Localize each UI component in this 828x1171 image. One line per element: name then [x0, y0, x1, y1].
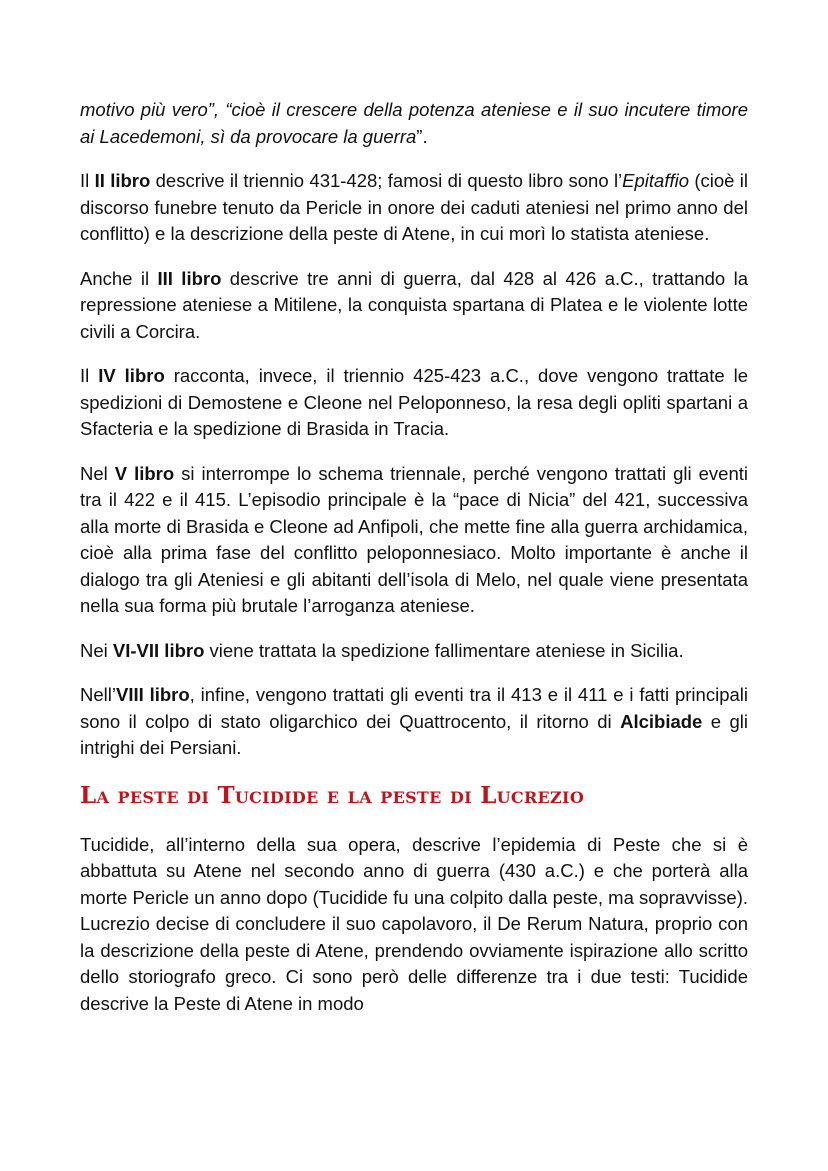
text-run: descrive il triennio 431-428; famosi di questo libro sono l’: [150, 170, 623, 191]
epitaffio-term: Epitaffio: [622, 170, 690, 191]
book-label-8: VIII libro: [115, 684, 190, 705]
paragraph-book-5: [80, 461, 748, 620]
quote-closing: ”.: [416, 125, 428, 147]
paragraph-book-6-7: [80, 638, 748, 665]
text-run: e gli intrighi dei Persiani.: [80, 710, 749, 758]
paragraph-book-3: [80, 266, 748, 346]
text-run: Nell’: [80, 684, 116, 705]
paragraph-book-8: [80, 682, 748, 762]
text-run: si interrompe lo schema triennale, perché vengono trattati gli eventi tra il 422 e il 415. L’episodio principale è la “pace di Nicia” del 421, successiva alla morte di Brasida e Cleone ad Anfipoli, che mette fine alla guerra archidamica, cioè alla prima fase del conflitto peloponnesiaco. Molto importante è anche il dialogo tra gli Ateniesi e gli abitanti dell’isola di Melo, nel quale viene presentata nella sua forma più brutale l’arroganza ateniese.: [80, 462, 749, 616]
text-run: racconta, invece, il triennio 425-423 a.C., dove vengono trattate le spedizioni di Demostene e Cleone nel Peloponneso, la resa degli opliti spartani a Sfacteria e la spedizione di Brasida in Tracia.: [80, 365, 749, 439]
text-run: Tucidide, all’interno della sua opera, descrive l’epidemia di Peste che si è abbattuta su Atene nel secondo anno di guerra (430 a.C.) e che porterà alla morte Pericle un anno dopo (Tucidide fu una colpito dalla peste, ma sopravvisse). Lucrezio decise di concludere il suo capolavoro, il De Rerum Natura, proprio con la descrizione della peste di Atene, prendendo ovviamente ispirazione allo scritto dello storiografo greco. Ci sono però delle differenze tra i due testi: Tucidide descrive la Peste di Atene in modo: [80, 833, 748, 1014]
text-run: (cioè il discorso funebre tenuto da Pericle in onore dei caduti ateniesi nel primo anno del conflitto) e la descrizione della peste di Atene, in cui morì lo statista ateniese.: [80, 170, 749, 244]
paragraph-book-4: [80, 363, 748, 443]
text-run: Anche il: [80, 267, 158, 289]
text-run: viene trattata la spedizione fallimentare ateniese in Sicilia.: [204, 639, 684, 661]
book-label-4: IV libro: [98, 365, 165, 386]
text-run: Il: [80, 170, 95, 191]
paragraph-plague: [80, 832, 748, 1018]
alcibiade-name: Alcibiade: [620, 710, 703, 732]
text-run: , infine, vengono trattati gli eventi tra il 413 e il 411 e i fatti principali sono il colpo di stato oligarchico dei Quattrocento, il ritorno di: [80, 684, 748, 732]
book-label-2: II libro: [94, 170, 151, 191]
paragraph-quote-end: [80, 97, 748, 150]
text-run: Il: [80, 365, 99, 386]
text-run: Nel: [80, 462, 115, 484]
book-label-3: III libro: [157, 267, 222, 289]
paragraph-book-2: [80, 168, 748, 248]
section-heading: La peste di Tucidide e la peste di Lucrezio: [80, 781, 585, 809]
book-label-5: V libro: [114, 462, 175, 484]
quote-italic-text: motivo più vero”, “cioè il crescere della potenza ateniese e il suo incutere timore ai Lacedemoni, sì da provocare la guerra: [80, 99, 748, 147]
text-run: Nei: [80, 639, 113, 661]
text-run: descrive tre anni di guerra, dal 428 al 426 a.C., trattando la repressione ateniese a Mitilene, la conquista spartana di Platea e le violente lotte civili a Corcira.: [80, 267, 748, 342]
document-page: [80, 97, 748, 1017]
book-label-6-7: VI-VII libro: [112, 639, 205, 661]
